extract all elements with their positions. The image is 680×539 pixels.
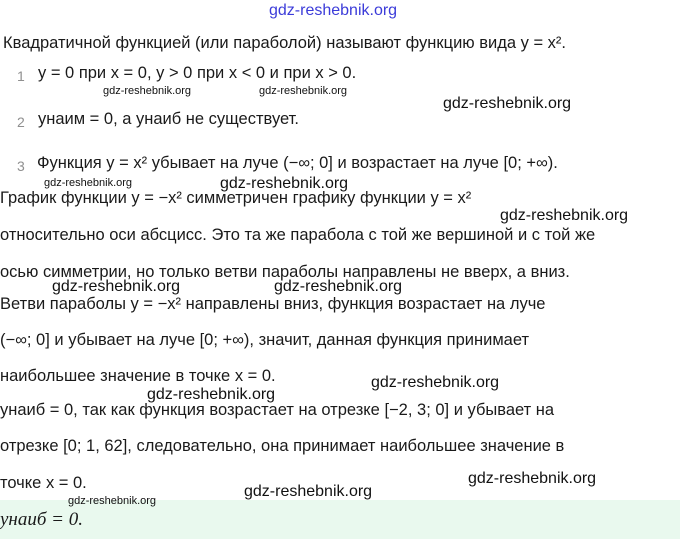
- list-number-1: 1: [17, 68, 25, 84]
- watermark: gdz-reshebnik.org: [68, 495, 157, 507]
- paragraph-line-6: наибольшее значение в точке x = 0.: [0, 367, 276, 385]
- list-number-3: 3: [17, 158, 25, 174]
- watermark: gdz-reshebnik.org: [468, 470, 597, 487]
- watermark: gdz-reshebnik.org: [259, 85, 348, 97]
- watermark: gdz-reshebnik.org: [274, 278, 403, 295]
- paragraph-line-1: График функции y = −x² симметричен графику функции y = x²: [0, 189, 472, 207]
- paragraph-line-4: Ветви параболы y = −x² направлены вниз, функция возрастает на луче: [0, 295, 546, 313]
- list-item-2: yнаим = 0, а yнаиб не существует.: [38, 110, 299, 128]
- list-item-1: y = 0 при x = 0, y > 0 при x < 0 и при x > 0.: [38, 64, 357, 82]
- paragraph-line-8: отрезке [0; 1, 62], следовательно, она принимает наибольшее значение в: [0, 437, 565, 455]
- list-number-2: 2: [17, 114, 25, 130]
- answer-line: yнаиб = 0.: [0, 509, 83, 530]
- paragraph-line-7: yнаиб = 0, так как функция возрастает на отрезке [−2, 3; 0] и убывает на: [0, 401, 555, 419]
- watermark: gdz-reshebnik.org: [244, 483, 373, 500]
- paragraph-line-2: относительно оси абсцисс. Это та же парабола с той же вершиной и с той же: [0, 226, 596, 244]
- watermark: gdz-reshebnik.org: [44, 177, 133, 189]
- paragraph-line-3: осью симметрии, но только ветви параболы направлены не вверх, а вниз.: [0, 263, 570, 281]
- definition-line: Квадратичной функцией (или параболой) называют функцию вида y = x².: [3, 34, 567, 52]
- watermark: gdz-reshebnik.org: [443, 95, 572, 112]
- watermark: gdz-reshebnik.org: [500, 207, 629, 224]
- watermark: gdz-reshebnik.org: [147, 386, 276, 403]
- watermark: gdz-reshebnik.org: [103, 85, 192, 97]
- watermark: gdz-reshebnik.org: [52, 278, 181, 295]
- watermark-top: gdz-reshebnik.org: [269, 2, 398, 19]
- list-item-3: Функция y = x² убывает на луче (−∞; 0] и возрастает на луче [0; +∞).: [37, 154, 558, 172]
- paragraph-line-9: точке x = 0.: [0, 474, 87, 492]
- paragraph-line-5: (−∞; 0] и убывает на луче [0; +∞), значит, данная функция принимает: [0, 331, 530, 349]
- watermark: gdz-reshebnik.org: [220, 175, 349, 192]
- watermark: gdz-reshebnik.org: [371, 374, 500, 391]
